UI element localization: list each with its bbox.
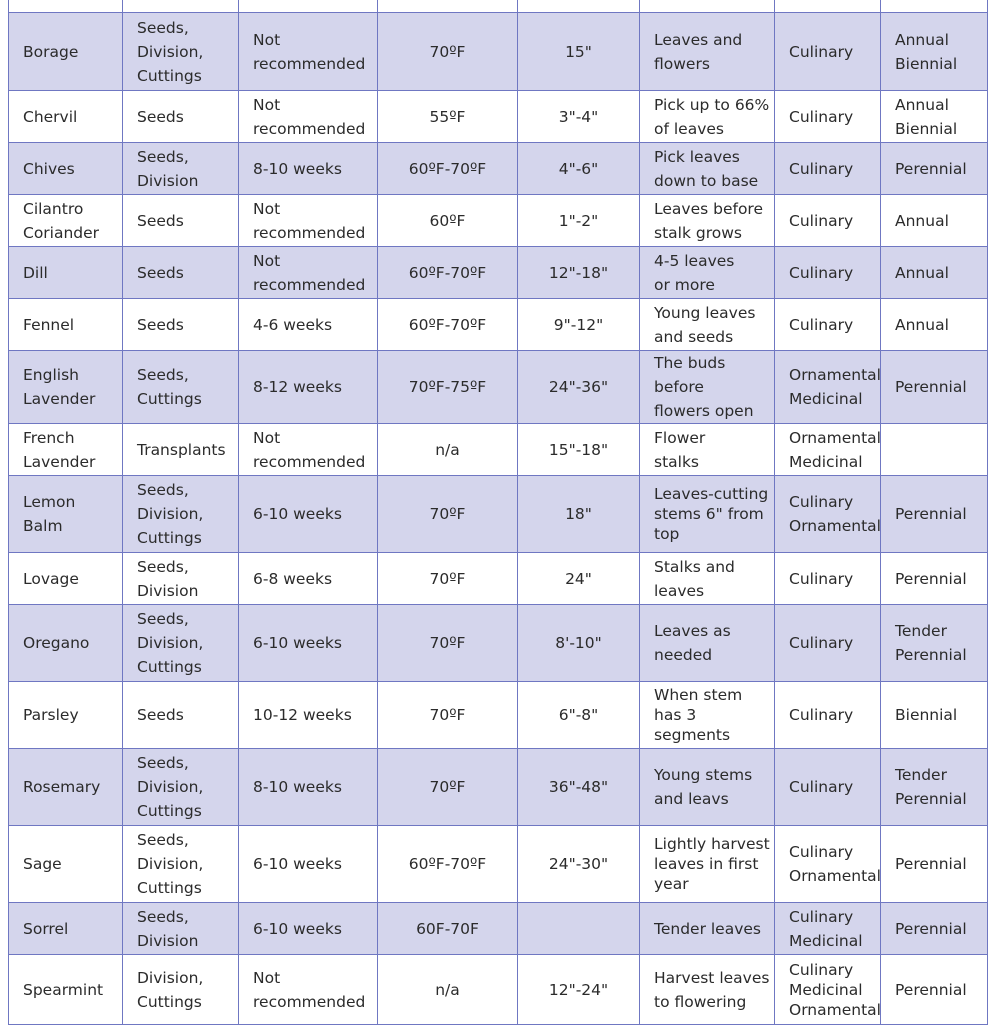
propagation-cell: Seeds	[123, 299, 239, 351]
harvest-cell: Pick up to 66% of leaves	[640, 91, 775, 143]
herb-name-cell: Cilantro Coriander	[9, 195, 123, 247]
table-row	[9, 553, 988, 605]
temperature-cell: 60ºF-70ºF	[378, 143, 518, 195]
spacing-cell: 4"-6"	[518, 143, 640, 195]
propagation-cell: Transplants	[123, 424, 239, 476]
table-row	[9, 143, 988, 195]
use-cell: Culinary	[775, 13, 881, 91]
life-cycle-cell: Biennial	[881, 682, 988, 749]
germination-time-cell: 4-6 weeks	[239, 299, 378, 351]
table-row	[9, 749, 988, 826]
propagation-cell: Seeds	[123, 682, 239, 749]
table-row	[9, 424, 988, 476]
propagation-cell: Seeds, Division	[123, 143, 239, 195]
use-cell: Culinary	[775, 682, 881, 749]
temperature-cell: 70ºF	[378, 682, 518, 749]
germination-time-cell: Not recommended	[239, 91, 378, 143]
table-row	[9, 91, 988, 143]
table-row	[9, 195, 988, 247]
propagation-cell: Seeds, Division	[123, 553, 239, 605]
life-cycle-cell: Tender Perennial	[881, 749, 988, 826]
harvest-cell: When stem has 3 segments	[640, 682, 775, 749]
life-cycle-cell: Perennial	[881, 553, 988, 605]
life-cycle-cell: Perennial	[881, 351, 988, 424]
spacing-cell: 3"-4"	[518, 91, 640, 143]
use-cell: Culinary Medicinal Ornamental	[775, 955, 881, 1025]
table-row	[9, 605, 988, 682]
use-cell: Culinary	[775, 143, 881, 195]
germination-time-cell: 6-10 weeks	[239, 605, 378, 682]
harvest-cell: Leaves as needed	[640, 605, 775, 682]
harvest-cell	[640, 0, 775, 13]
herb-name-cell: Sorrel	[9, 903, 123, 955]
harvest-cell: Harvest leaves to flowering	[640, 955, 775, 1025]
harvest-cell: Leaves and flowers	[640, 13, 775, 91]
propagation-cell: Division, Cuttings	[123, 955, 239, 1025]
spacing-cell: 24"-30"	[518, 826, 640, 903]
germination-time-cell: 6-10 weeks	[239, 903, 378, 955]
propagation-cell: Seeds, Cuttings	[123, 351, 239, 424]
spacing-cell: 18"	[518, 476, 640, 553]
herb-name-cell: Fennel	[9, 299, 123, 351]
spacing-cell: 1"-2"	[518, 195, 640, 247]
herb-name-cell: Chervil	[9, 91, 123, 143]
table-row	[9, 247, 988, 299]
temperature-cell: 70ºF	[378, 13, 518, 91]
germination-time-cell: Not recommended	[239, 424, 378, 476]
life-cycle-cell: Perennial	[881, 476, 988, 553]
temperature-cell: 70ºF	[378, 553, 518, 605]
temperature-cell: n/a	[378, 424, 518, 476]
spacing-cell: 24"-36"	[518, 351, 640, 424]
germination-time-cell: Not recommended	[239, 955, 378, 1025]
harvest-cell: 4-5 leaves or more	[640, 247, 775, 299]
life-cycle-cell: Annual Biennial	[881, 13, 988, 91]
table-row	[9, 0, 988, 13]
germination-time-cell: 6-10 weeks	[239, 476, 378, 553]
herb-name-cell: French Lavender	[9, 424, 123, 476]
germination-time-cell: 8-12 weeks	[239, 351, 378, 424]
temperature-cell: 60ºF-70ºF	[378, 299, 518, 351]
life-cycle-cell: Annual	[881, 299, 988, 351]
harvest-cell: Young stems and leavs	[640, 749, 775, 826]
temperature-cell: 70ºF	[378, 605, 518, 682]
temperature-cell: 70ºF	[378, 749, 518, 826]
table-row	[9, 476, 988, 553]
life-cycle-cell: Perennial	[881, 826, 988, 903]
temperature-cell: 60ºF	[378, 195, 518, 247]
table-row	[9, 13, 988, 91]
propagation-cell: Seeds, Division, Cuttings	[123, 13, 239, 91]
herb-name-cell: Borage	[9, 13, 123, 91]
spacing-cell	[518, 903, 640, 955]
harvest-cell: The buds before flowers open	[640, 351, 775, 424]
harvest-cell: Tender leaves	[640, 903, 775, 955]
table-row	[9, 903, 988, 955]
herb-name-cell: Dill	[9, 247, 123, 299]
herb-name-cell: Rosemary	[9, 749, 123, 826]
harvest-cell: Leaves before stalk grows	[640, 195, 775, 247]
spacing-cell: 36"-48"	[518, 749, 640, 826]
life-cycle-cell: Perennial	[881, 143, 988, 195]
propagation-cell: Seeds, Division, Cuttings	[123, 749, 239, 826]
herb-name-cell: Spearmint	[9, 955, 123, 1025]
spacing-cell: 15"	[518, 13, 640, 91]
use-cell: Ornamental Medicinal	[775, 351, 881, 424]
germination-time-cell: 10-12 weeks	[239, 682, 378, 749]
herb-name-cell: English Lavender	[9, 351, 123, 424]
use-cell: Ornamental Medicinal	[775, 424, 881, 476]
spacing-cell: 9"-12"	[518, 299, 640, 351]
temperature-cell: 60F-70F	[378, 903, 518, 955]
use-cell: Culinary	[775, 605, 881, 682]
harvest-cell: Lightly harvest leaves in first year	[640, 826, 775, 903]
temperature-cell: n/a	[378, 955, 518, 1025]
germination-time-cell: 6-8 weeks	[239, 553, 378, 605]
herb-name-cell: Lemon Balm	[9, 476, 123, 553]
temperature-cell: 60ºF-70ºF	[378, 826, 518, 903]
life-cycle-cell: Annual	[881, 247, 988, 299]
harvest-cell: Young leaves and seeds	[640, 299, 775, 351]
herb-name-cell: Sage	[9, 826, 123, 903]
propagation-cell: Seeds, Division	[123, 903, 239, 955]
life-cycle-cell	[881, 424, 988, 476]
life-cycle-cell: Tender Perennial	[881, 605, 988, 682]
herb-name-cell: Parsley	[9, 682, 123, 749]
use-cell: Culinary	[775, 553, 881, 605]
table-row	[9, 299, 988, 351]
life-cycle-cell: Annual Biennial	[881, 91, 988, 143]
use-cell: Culinary Ornamental	[775, 826, 881, 903]
germination-time-cell	[239, 0, 378, 13]
temperature-cell: 70ºF-75ºF	[378, 351, 518, 424]
spacing-cell: 6"-8"	[518, 682, 640, 749]
temperature-cell: 60ºF-70ºF	[378, 247, 518, 299]
herb-table	[8, 0, 988, 1025]
life-cycle-cell: Perennial	[881, 955, 988, 1025]
temperature-cell: 70ºF	[378, 476, 518, 553]
propagation-cell: Seeds	[123, 195, 239, 247]
harvest-cell: Pick leaves down to base	[640, 143, 775, 195]
propagation-cell: Seeds, Division, Cuttings	[123, 605, 239, 682]
herb-name-cell: Lovage	[9, 553, 123, 605]
spacing-cell: 8'-10"	[518, 605, 640, 682]
herb-name-cell	[9, 0, 123, 13]
life-cycle-cell: Perennial	[881, 903, 988, 955]
propagation-cell: Seeds, Division, Cuttings	[123, 476, 239, 553]
germination-time-cell: 6-10 weeks	[239, 826, 378, 903]
life-cycle-cell	[881, 0, 988, 13]
propagation-cell: Seeds	[123, 91, 239, 143]
spacing-cell: 12"-24"	[518, 955, 640, 1025]
use-cell: Culinary	[775, 749, 881, 826]
spacing-cell: 24"	[518, 553, 640, 605]
use-cell: Culinary	[775, 247, 881, 299]
table-row	[9, 682, 988, 749]
germination-time-cell: Not recommended	[239, 247, 378, 299]
germination-time-cell: 8-10 weeks	[239, 143, 378, 195]
propagation-cell: Seeds	[123, 247, 239, 299]
spacing-cell: 12"-18"	[518, 247, 640, 299]
germination-time-cell: 8-10 weeks	[239, 749, 378, 826]
propagation-cell: Seeds, Division, Cuttings	[123, 826, 239, 903]
propagation-cell	[123, 0, 239, 13]
germination-time-cell: Not recommended	[239, 13, 378, 91]
table-row	[9, 826, 988, 903]
herb-table-body	[9, 0, 988, 1025]
temperature-cell: 55ºF	[378, 91, 518, 143]
use-cell: Culinary Medicinal	[775, 903, 881, 955]
use-cell: Culinary	[775, 299, 881, 351]
spacing-cell	[518, 0, 640, 13]
use-cell: Culinary	[775, 195, 881, 247]
use-cell	[775, 0, 881, 13]
life-cycle-cell: Annual	[881, 195, 988, 247]
harvest-cell: Stalks and leaves	[640, 553, 775, 605]
table-row	[9, 955, 988, 1025]
harvest-cell: Leaves-cutting stems 6" from top	[640, 476, 775, 553]
spacing-cell: 15"-18"	[518, 424, 640, 476]
temperature-cell	[378, 0, 518, 13]
herb-name-cell: Oregano	[9, 605, 123, 682]
use-cell: Culinary Ornamental	[775, 476, 881, 553]
herb-name-cell: Chives	[9, 143, 123, 195]
use-cell: Culinary	[775, 91, 881, 143]
table-row	[9, 351, 988, 424]
harvest-cell: Flower stalks	[640, 424, 775, 476]
germination-time-cell: Not recommended	[239, 195, 378, 247]
